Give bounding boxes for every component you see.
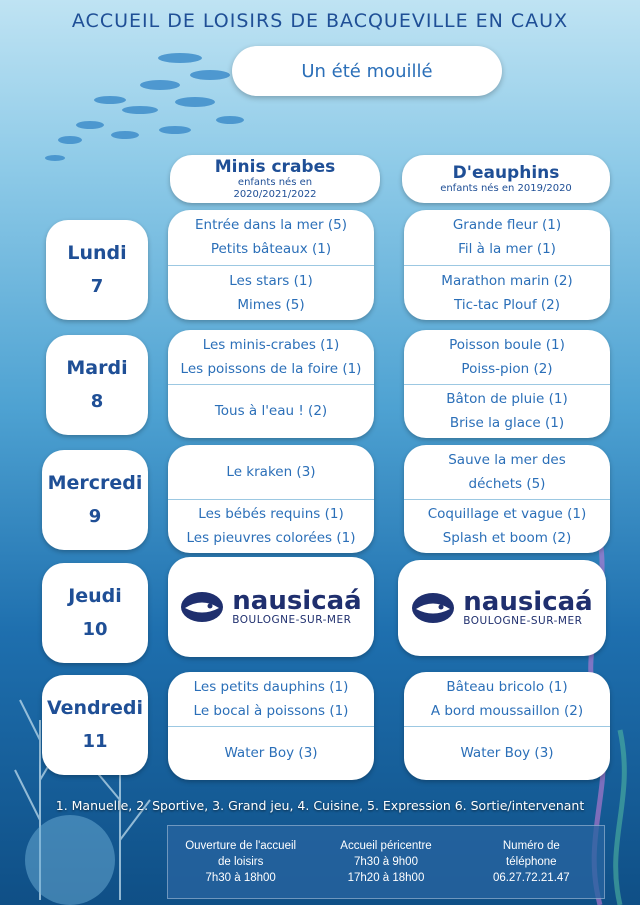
info-footer (167, 825, 605, 899)
activity: Les stars (1) (229, 272, 313, 289)
nausicaa-fish-logo-icon (411, 592, 455, 624)
pericentre-hours (313, 838, 458, 886)
phone-number: 06.27.72.21.47 (492, 872, 570, 884)
activity: Coquillage et vague (1) (427, 506, 587, 523)
opening-line: de loisirs (217, 856, 264, 868)
activity: Sauve la mer des (448, 451, 566, 468)
column-title: D'eauphins (452, 162, 560, 183)
opening-hours (168, 838, 313, 886)
phone-info (459, 838, 604, 886)
day-name: Vendredi (46, 697, 144, 719)
activity-block-morning (404, 445, 610, 499)
activity-block-afternoon (168, 499, 374, 554)
activity-block-afternoon (404, 499, 610, 554)
activity-block-afternoon (168, 384, 374, 439)
theme-banner: Un été mouillé (232, 46, 502, 96)
activity: Les pieuvres colorées (1) (186, 530, 356, 547)
opening-line: Ouverture de l'accueil (185, 840, 297, 852)
activity: Poiss-pion (2) (461, 360, 553, 377)
day-date: 11 (82, 731, 108, 752)
column-age-line: enfants nés en (237, 176, 313, 188)
day-name: Mardi (66, 357, 128, 379)
nausicaa-wordmark: nausicaá (463, 587, 593, 617)
page-title: ACCUEIL DE LOISIRS DE BACQUEVILLE EN CAUX (71, 10, 569, 32)
outing-nausicaa-minis (168, 557, 374, 657)
activity-block-morning (168, 672, 374, 726)
nausicaa-wordmark: nausicaá (232, 586, 362, 616)
day-date: 7 (90, 276, 104, 297)
activity: Splash et boom (2) (442, 530, 572, 547)
nausicaa-city: BOULOGNE-SUR-MER (463, 615, 583, 627)
day-name: Mercredi (47, 472, 143, 494)
day-label-mercredi (42, 450, 148, 550)
activity-block-afternoon (404, 726, 610, 781)
activity: Tous à l'eau ! (2) (214, 403, 328, 420)
activity: Marathon marin (2) (441, 272, 573, 289)
activity: A bord moussaillon (2) (430, 702, 584, 719)
activity: déchets (5) (468, 475, 546, 492)
activity: Les petits dauphins (1) (193, 678, 349, 695)
column-age-years: 2020/2021/2022 (233, 188, 317, 200)
activity: Brise la glace (1) (449, 415, 565, 432)
activity-block-morning (404, 210, 610, 265)
activity: Petits bâteaux (1) (210, 241, 332, 258)
activity-block-afternoon (404, 265, 610, 321)
column-header-minis-crabes (170, 155, 380, 203)
activities-deauphins-mardi (404, 330, 610, 438)
column-age-line: enfants nés en 2019/2020 (440, 182, 572, 194)
day-date: 8 (90, 391, 104, 412)
phone-label: téléphone (506, 856, 557, 868)
pericentre-evening: 17h20 à 18h00 (347, 872, 425, 884)
activity: Bâton de pluie (1) (446, 391, 568, 408)
activities-minis-vendredi (168, 672, 374, 780)
activity-block-morning (168, 445, 374, 499)
activity-block-afternoon (168, 265, 374, 321)
activity: Mimes (5) (237, 296, 305, 313)
opening-hours-value: 7h30 à 18h00 (205, 872, 276, 884)
activity-block-afternoon (168, 726, 374, 781)
outing-nausicaa-deauphins (398, 560, 606, 656)
activity: Fil à la mer (1) (458, 241, 556, 258)
phone-label: Numéro de (502, 840, 560, 852)
activity: Water Boy (3) (224, 745, 318, 762)
activities-minis-lundi (168, 210, 374, 320)
activity-block-morning (404, 672, 610, 726)
day-label-vendredi (42, 675, 148, 775)
activities-minis-mardi (168, 330, 374, 438)
activities-deauphins-mercredi (404, 445, 610, 553)
activity: Le bocal à poissons (1) (193, 702, 349, 719)
activity: Les bébés requins (1) (198, 506, 344, 523)
activity: Entrée dans la mer (5) (195, 217, 347, 234)
day-label-jeudi (42, 563, 148, 663)
activities-minis-mercredi (168, 445, 374, 553)
pericentre-label: Accueil péricentre (340, 840, 432, 852)
nausicaa-city: BOULOGNE-SUR-MER (232, 614, 352, 626)
activity-block-morning (168, 330, 374, 384)
day-name: Lundi (67, 242, 127, 264)
activities-deauphins-vendredi (404, 672, 610, 780)
activity: Water Boy (3) (460, 745, 554, 762)
day-date: 10 (82, 619, 108, 640)
day-label-mardi (46, 335, 148, 435)
day-name: Jeudi (68, 585, 122, 607)
activity: Poisson boule (1) (449, 336, 565, 353)
activity-block-morning (168, 210, 374, 265)
activity-block-afternoon (404, 384, 610, 439)
day-label-lundi (46, 220, 148, 320)
activity: Le kraken (3) (226, 463, 316, 480)
day-date: 9 (88, 506, 102, 527)
nausicaa-fish-logo-icon (180, 591, 224, 623)
column-title: Minis crabes (214, 156, 336, 177)
activity-legend: 1. Manuelle, 2. Sportive, 3. Grand jeu, 4. Cuisine, 5. Expression 6. Sortie/intervenant (55, 798, 585, 813)
column-header-deauphins (402, 155, 610, 203)
pericentre-morning: 7h30 à 9h00 (354, 856, 418, 868)
activity: Tic-tac Plouf (2) (453, 296, 561, 313)
activity: Grande fleur (1) (452, 217, 562, 234)
activity: Les poissons de la foire (1) (180, 360, 362, 377)
activity: Bâteau bricolo (1) (446, 678, 568, 695)
activity: Les minis-crabes (1) (202, 336, 340, 353)
activity-block-morning (404, 330, 610, 384)
activities-deauphins-lundi (404, 210, 610, 320)
